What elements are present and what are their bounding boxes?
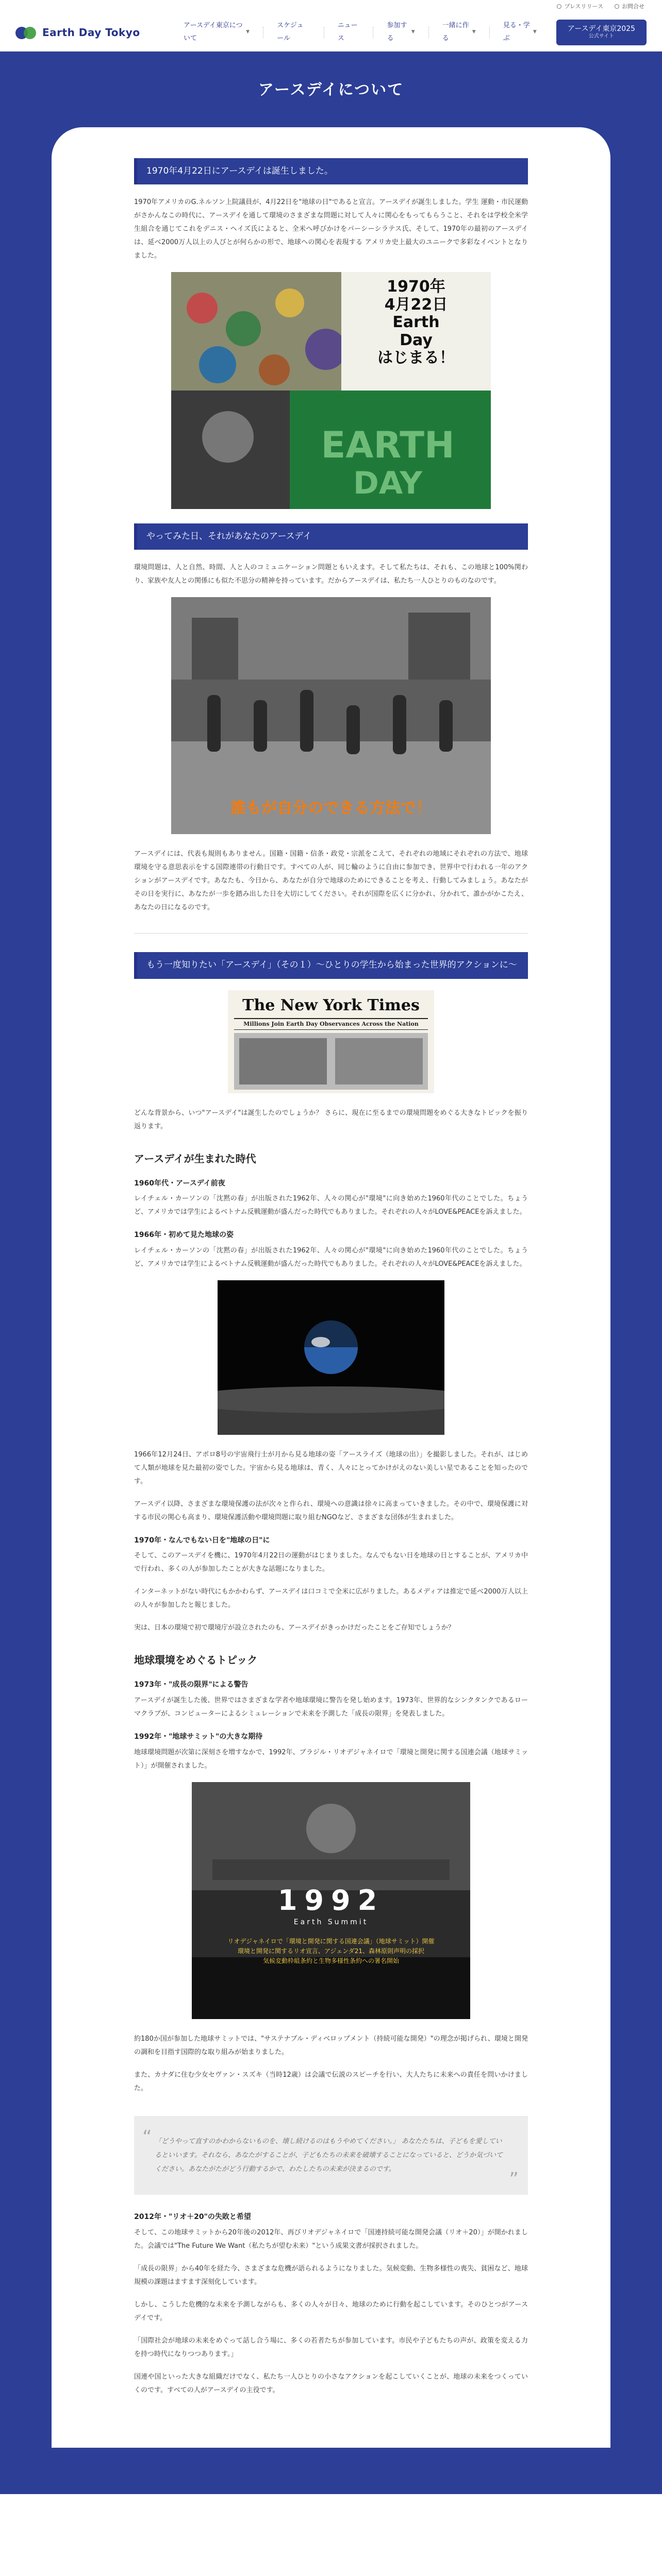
mini-heading-1966: 1966年・初めて見た地球の姿: [134, 1231, 234, 1240]
section-heading-history: もう一度知りたい「アースデイ」（その１）〜ひとりの学生から始まった世界的アクションに〜: [134, 952, 528, 978]
mini-heading-1973: 1973年・"成長の限界"による警告: [134, 1681, 249, 1689]
site-header: [0, 13, 662, 52]
subheading-topics: 地球環境をめぐるトピック: [134, 1654, 258, 1667]
quote-close-icon: ”: [509, 2168, 519, 2190]
paragraph: また、カナダに住む少女セヴァン・スズキ（当時12歳）は会議で伝説のスピーチを行い、大人たちに未来への責任を問いかけました。: [134, 2071, 528, 2092]
paragraph: どんな背景から、いつ"アースデイ"は誕生したのでしょうか？ さらに、現在に至るまでの環境問題をめぐる大きなトピックを振り返ります。: [134, 1109, 528, 1130]
nyt-masthead: The New York Times: [242, 996, 420, 1014]
paragraph: インターネットがない時代にもかかわらず、アースデイは口コミで全米に広がりました。あるメディアは推定で延べ2000万人以上の人々が参加したと報じました。: [134, 1588, 528, 1609]
logo-mark-icon: [15, 25, 38, 40]
paragraph: 地球環境問題が次第に深刻さを増すなかで、1992年、ブラジル・リオデジャネイロで「環境と開発に関する国連会議（地球サミット）」が開催されました。: [134, 1748, 528, 1770]
nyt-headline: Millions Join Earth Day Observances Across the Nation: [234, 1018, 428, 1030]
paragraph: そして、この地球サミットから20年後の2012年、再びリオデジャネイロで「国連持続可能な開発会議（リオ＋20）」が開かれました。会議では"The Future We Want（私たちが望む未来）"という成果文書が採択されました。: [134, 2229, 528, 2250]
paragraph: 1966年12月24日、アポロ8号の宇宙飛行士が月から見る地球の姿「アースライズ（地球の出）」を撮影しました。それが、はじめて人類が地球を見た最初の姿でした。宇宙から見る地球は、青く、人々にとってかけがえのない美しい星であることを知ったのです。: [134, 1450, 528, 1485]
content-card: [52, 127, 610, 2448]
press-icon: [557, 4, 561, 9]
mini-heading-1960: 1960年代・アースデイ前夜: [134, 1179, 225, 1188]
nav-create[interactable]: 一緒に作る ▼: [428, 27, 489, 38]
press-link[interactable]: プレスリリース: [557, 2, 603, 12]
svg-text:EARTH: EARTH: [321, 424, 455, 467]
paragraph: 「国際社会が地球の未来をめぐって話し合う場に、多くの若者たちが参加しています。市民や子どもたちの声が、政策を変える力を持つ時代になりつつあります。」: [134, 2337, 528, 2359]
earthday-1970-image: [171, 272, 491, 509]
site-logo[interactable]: [15, 23, 170, 42]
paragraph: 実は、日本の環境で初で環境庁が設立されたのも、アースデイがきっかけだったことをご存知でしょうか？: [134, 1624, 455, 1632]
paragraph: レイチェル・カーソンの「沈黙の春」が出版された1962年、人々の関心が"環境"に向き始めた1960年代のことでした。ちょうど、アメリカでは学生によるベトナム反戦運動が盛んだった時代でもありました。それぞれの人々がLOVE&PEACEを訴えました。: [134, 1246, 528, 1268]
section-heading-your-earthday: やってみた日、それがあなたのアースデイ: [134, 523, 528, 550]
mini-heading-1992: 1992年・"地球サミット"の大きな期待: [134, 1732, 263, 1741]
chevron-down-icon: ▼: [411, 29, 415, 35]
paragraph: 1970年アメリカのG.ネルソン上院議員が、4月22日を"地球の日"であると宣言。アースデイが誕生しました。学生 運動・市民運動がさかんなこの時代に、アースデイを通して環境のさまざまな問題に対して人々に関心をもってもらうこと、それをは学校全米学生組合を通じてこれをデニス・ヘイズ氏によると、全米へ呼びかけをパーシーシラテス氏、そして、1970年の最初のアースデイは、延べ2000万人以上の人びとが何らかの形で、地球への関心を表現する アメリカ史上最大のユニークで多彩なイベントとなりました。: [134, 198, 528, 260]
nyt-clipping-image: [228, 990, 434, 1093]
mini-heading-1970: 1970年・なんでもない日を"地球の日"に: [134, 1536, 270, 1545]
main-nav: [170, 21, 550, 42]
paragraph: 約180か国が参加した地球サミットでは、"サステナブル・ディベロップメント（持続可能な開発）"の理念が掲げられ、環境と開発の調和を目指す国際的な取り組みが始まりました。: [134, 2035, 528, 2056]
nav-join[interactable]: 参加する ▼: [373, 27, 428, 38]
svg-text:DAY: DAY: [353, 465, 422, 502]
paragraph: そして、このアースデイを機に、1970年4月22日の運動がはじまりました。なんでもない日を地球の日とすることが、アメリカ中で行われ、多くの人が参加したことが大きな話題になりました。: [134, 1552, 528, 1573]
paragraph: しかし、こうした危機的な未来を予測しながらも、多くの人々が日々、地球のために行動を起こしています。そのひとつがアースデイです。: [134, 2301, 528, 2323]
subheading-era: アースデイが生まれた時代: [134, 1152, 256, 1165]
chevron-down-icon: ▼: [533, 29, 537, 35]
mail-icon: [615, 4, 619, 9]
earthday-1970-caption: 1970年 4月22日 Earth Day はじまる！: [377, 278, 455, 367]
nav-about[interactable]: アースデイ東京について ▼: [184, 21, 250, 42]
section-heading-1970: 1970年4月22日にアースデイは誕生しました。: [134, 158, 528, 184]
page-title: アースデイについて: [258, 81, 404, 99]
paragraph: アースデイには、代表も規則もありません。国籍・国籍・信条・政党・宗派をこえて、それぞれの地域にそれぞれの方法で、地球環境を守る意思表示をする国際連帯の行動日です。すべての人が、同じ輪のように自由に参加でき、世界中で行われる一年のアクションがアースデイです。あなたも、今日から、あなたが自分で地球のためにできることを考え、行動してみましょう。あなたがその日を実行に、あなたが一歩を踏み出した日を大切にしてください。それが国際を広くに分かれ、分かれて、誰かがかこたえ、あなたの日になるのです。: [134, 850, 528, 912]
chevron-down-icon: ▼: [246, 29, 250, 35]
earth-summit-1992-image: [192, 1782, 470, 2019]
paragraph: アースデイが誕生した後、世界ではさまざまな学者や地球環境に警告を発し始めます。1973年、世界的なシンクタンクであるローマクラブが、コンピューターによるシミュレーションで未来を予測した「成長の限界」を発表しました。: [134, 1696, 528, 1718]
contact-link[interactable]: お問合せ: [615, 2, 644, 12]
paragraph: 国連や国といった大きな組織だけでなく、私たち一人ひとりの小さなアクションを起こしていくことが、地球の未来をつくっていくのです。すべての人がアースデイの主役です。: [134, 2373, 528, 2395]
quote-open-icon: “: [142, 2126, 152, 2148]
official-site-button[interactable]: アースデイ東京2025 公式サイト: [556, 20, 647, 45]
chevron-down-icon: ▼: [472, 29, 476, 35]
people-cleaning-caption: 誰もが自分のできる方法で！: [230, 799, 432, 818]
nav-news[interactable]: ニュース: [324, 27, 373, 38]
divider: [134, 933, 528, 934]
earthrise-image: [218, 1280, 444, 1435]
mini-heading-2012: 2012年・"リオ＋20"の失敗と希望: [134, 2213, 251, 2222]
severn-quote: “ 「どうやって直すのかわからないものを、壊し続けるのはもうやめてください。」 あなたたちは、子どもを愛しているといいます。それなら、あなたがすることが、子どもたちの未来を破壊することになっていると、どうか気づいてください。あなたがたがどう行動するかで、わたしたちの未来が決まるのです。 ”: [134, 2116, 528, 2195]
paragraph: 「成長の限界」から40年を経た今、さまざまな危機が語られるようになりました。気候変動、生物多様性の喪失、貧困など、地球規模の課題はますます深刻化しています。: [134, 2265, 528, 2286]
nav-schedule[interactable]: スケジュール: [263, 27, 323, 38]
page-band: [0, 52, 662, 2494]
utility-bar: [0, 0, 662, 13]
paragraph: アースデイ以降、さまざまな環境保護の法が次々と作られ、環境への意識は徐々に高まっていきました。その中で、環境保護に対する市民の関心も高まり、環境保護活動や環境問題に取り組むNGOなど、さまざまな団体が生まれました。: [134, 1500, 528, 1521]
people-cleaning-image: [171, 597, 491, 834]
logo-text: Earth Day Tokyo: [42, 26, 140, 39]
paragraph: レイチェル・カーソンの「沈黙の春」が出版された1962年、人々の関心が"環境"に向き始めた1960年代のことでした。ちょうど、アメリカでは学生によるベトナム反戦運動が盛んだった時代でもありました。それぞれの人々がLOVE&PEACEを訴えました。: [134, 1195, 528, 1216]
earth-summit-caption: 1992 Earth Summit リオデジャネイロで「環境と開発に関する国連会議」（地球サミット）開催 環境と開発に関するリオ宣言、アジェンダ21、森林原則声明の採択 気候変動枠組条約と生物多様性条約への署名開始: [227, 1884, 435, 1964]
nav-learn[interactable]: 見る・学ぶ ▼: [489, 27, 550, 38]
paragraph: 環境問題は、人と自然、時間、人と人のコミュニケーション問題ともいえます。そして私たちは、それも、この地球と100%関わり、家族や友人との関係にも似た不思分の精神を持っています。だからアースデイは、私たち一人ひとりのものなのです。: [134, 564, 528, 585]
